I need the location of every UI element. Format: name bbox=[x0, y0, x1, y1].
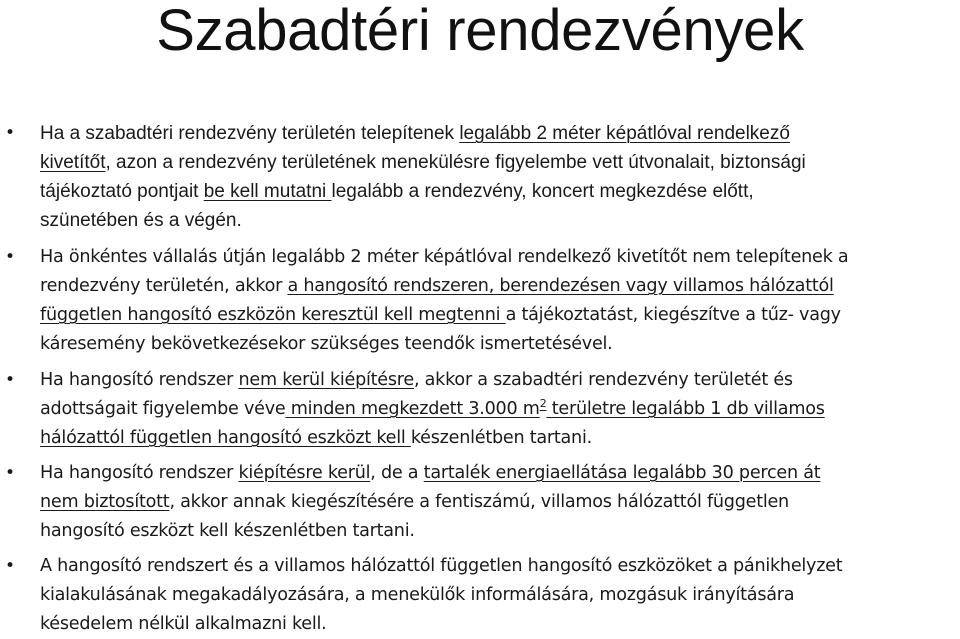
text-segment: adottságait figyelembe véve bbox=[40, 399, 286, 419]
bullet-text bbox=[40, 552, 952, 639]
text-segment: , akkor a szabadtéri rendezvény területét és bbox=[413, 370, 793, 390]
underlined-text: területre legalább 1 db villamos bbox=[546, 399, 825, 419]
text-segment: tájékoztató pontjait bbox=[40, 181, 204, 202]
bullet-text bbox=[40, 119, 952, 235]
text-segment: Ha hangosító rendszer bbox=[40, 463, 239, 483]
bullet-list bbox=[0, 119, 960, 639]
underlined-text: legalább 2 méter képátlóval rendelkező bbox=[459, 123, 790, 144]
underlined-text: minden megkezdett 3.000 m bbox=[285, 399, 540, 419]
text-line bbox=[40, 581, 952, 610]
text-line bbox=[40, 119, 952, 148]
bullet-marker: • bbox=[5, 123, 16, 143]
text-line bbox=[40, 488, 952, 517]
bullet-text bbox=[40, 459, 952, 546]
bullet-marker: • bbox=[5, 463, 15, 483]
slide-title: Szabadtéri rendezvények bbox=[156, 0, 804, 63]
text-segment: káresemény bekövetkezésekor szükséges teendők ismertetésével. bbox=[40, 334, 613, 354]
bullet-item bbox=[0, 119, 960, 235]
bullet-marker: • bbox=[5, 556, 15, 576]
bullet-item bbox=[0, 366, 960, 453]
text-segment: készenlétben tartani. bbox=[410, 428, 592, 448]
text-segment: legalább a rendezvény, koncert megkezdése előtt, bbox=[331, 181, 754, 202]
underlined-text: tartalék energiaellátása legalább 30 percen át bbox=[423, 463, 821, 483]
underlined-text: nem biztosított bbox=[40, 492, 170, 512]
text-segment: késedelem nélkül alkalmazni kell. bbox=[40, 614, 327, 634]
text-segment: , azon a rendezvény területének menekülésre figyelembe vett útvonalait, biztonsági bbox=[105, 152, 806, 173]
text-segment: a tájékoztatást, kiegészítve a tűz- vagy bbox=[505, 305, 841, 325]
text-segment: kialakulásának megakadályozására, a menekülők informálására, mozgásuk irányítására bbox=[40, 585, 795, 605]
underlined-text: 2 bbox=[539, 397, 547, 411]
bullet-marker: • bbox=[5, 247, 15, 267]
text-line bbox=[40, 177, 952, 206]
text-line bbox=[40, 517, 952, 546]
text-line bbox=[40, 366, 952, 395]
text-line bbox=[40, 148, 952, 177]
text-line bbox=[40, 206, 952, 235]
underlined-text: a hangosító rendszeren, berendezésen vagy villamos hálózattól bbox=[287, 276, 834, 296]
text-segment: , akkor annak kiegészítésére a fentiszámú, villamos hálózattól független bbox=[169, 492, 789, 512]
text-line bbox=[40, 552, 952, 581]
text-segment: szünetében és a végén. bbox=[40, 210, 242, 231]
underlined-text: nem kerül kiépítésre bbox=[238, 370, 414, 390]
underlined-text: hálózattól független hangosító eszközt kell bbox=[40, 428, 411, 448]
text-line bbox=[40, 272, 952, 301]
bullet-text bbox=[40, 366, 952, 453]
text-line bbox=[40, 330, 952, 359]
text-segment: A hangosító rendszert és a villamos hálózattól független hangosító eszközöket a pánikhelyzet bbox=[40, 556, 843, 576]
text-line bbox=[40, 424, 952, 453]
bullet-marker: • bbox=[5, 370, 15, 390]
text-segment: Ha önkéntes vállalás útján legalább 2 méter képátlóval rendelkező kivetítőt nem telepítenek a bbox=[40, 247, 849, 267]
underlined-text: kiépítésre kerül bbox=[238, 463, 371, 483]
text-line bbox=[40, 610, 952, 639]
text-segment: Ha hangosító rendszer bbox=[40, 370, 239, 390]
bullet-item bbox=[0, 552, 960, 639]
text-segment: Ha a szabadtéri rendezvény területén telepítenek bbox=[40, 123, 460, 144]
text-segment: rendezvény területén, akkor bbox=[40, 276, 288, 296]
text-segment: , de a bbox=[370, 463, 424, 483]
text-line bbox=[40, 243, 952, 272]
bullet-item bbox=[0, 243, 960, 359]
text-line bbox=[40, 301, 952, 330]
underlined-text: be kell mutatni bbox=[203, 181, 332, 202]
text-line bbox=[40, 395, 952, 424]
underlined-text: független hangosító eszközön keresztül kell megtenni bbox=[40, 305, 506, 325]
bullet-text bbox=[40, 243, 952, 359]
bullet-item bbox=[0, 459, 960, 546]
text-segment: hangosító eszközt kell készenlétben tartani. bbox=[40, 521, 415, 541]
underlined-text: kivetítőt bbox=[40, 152, 106, 173]
text-line bbox=[40, 459, 952, 488]
